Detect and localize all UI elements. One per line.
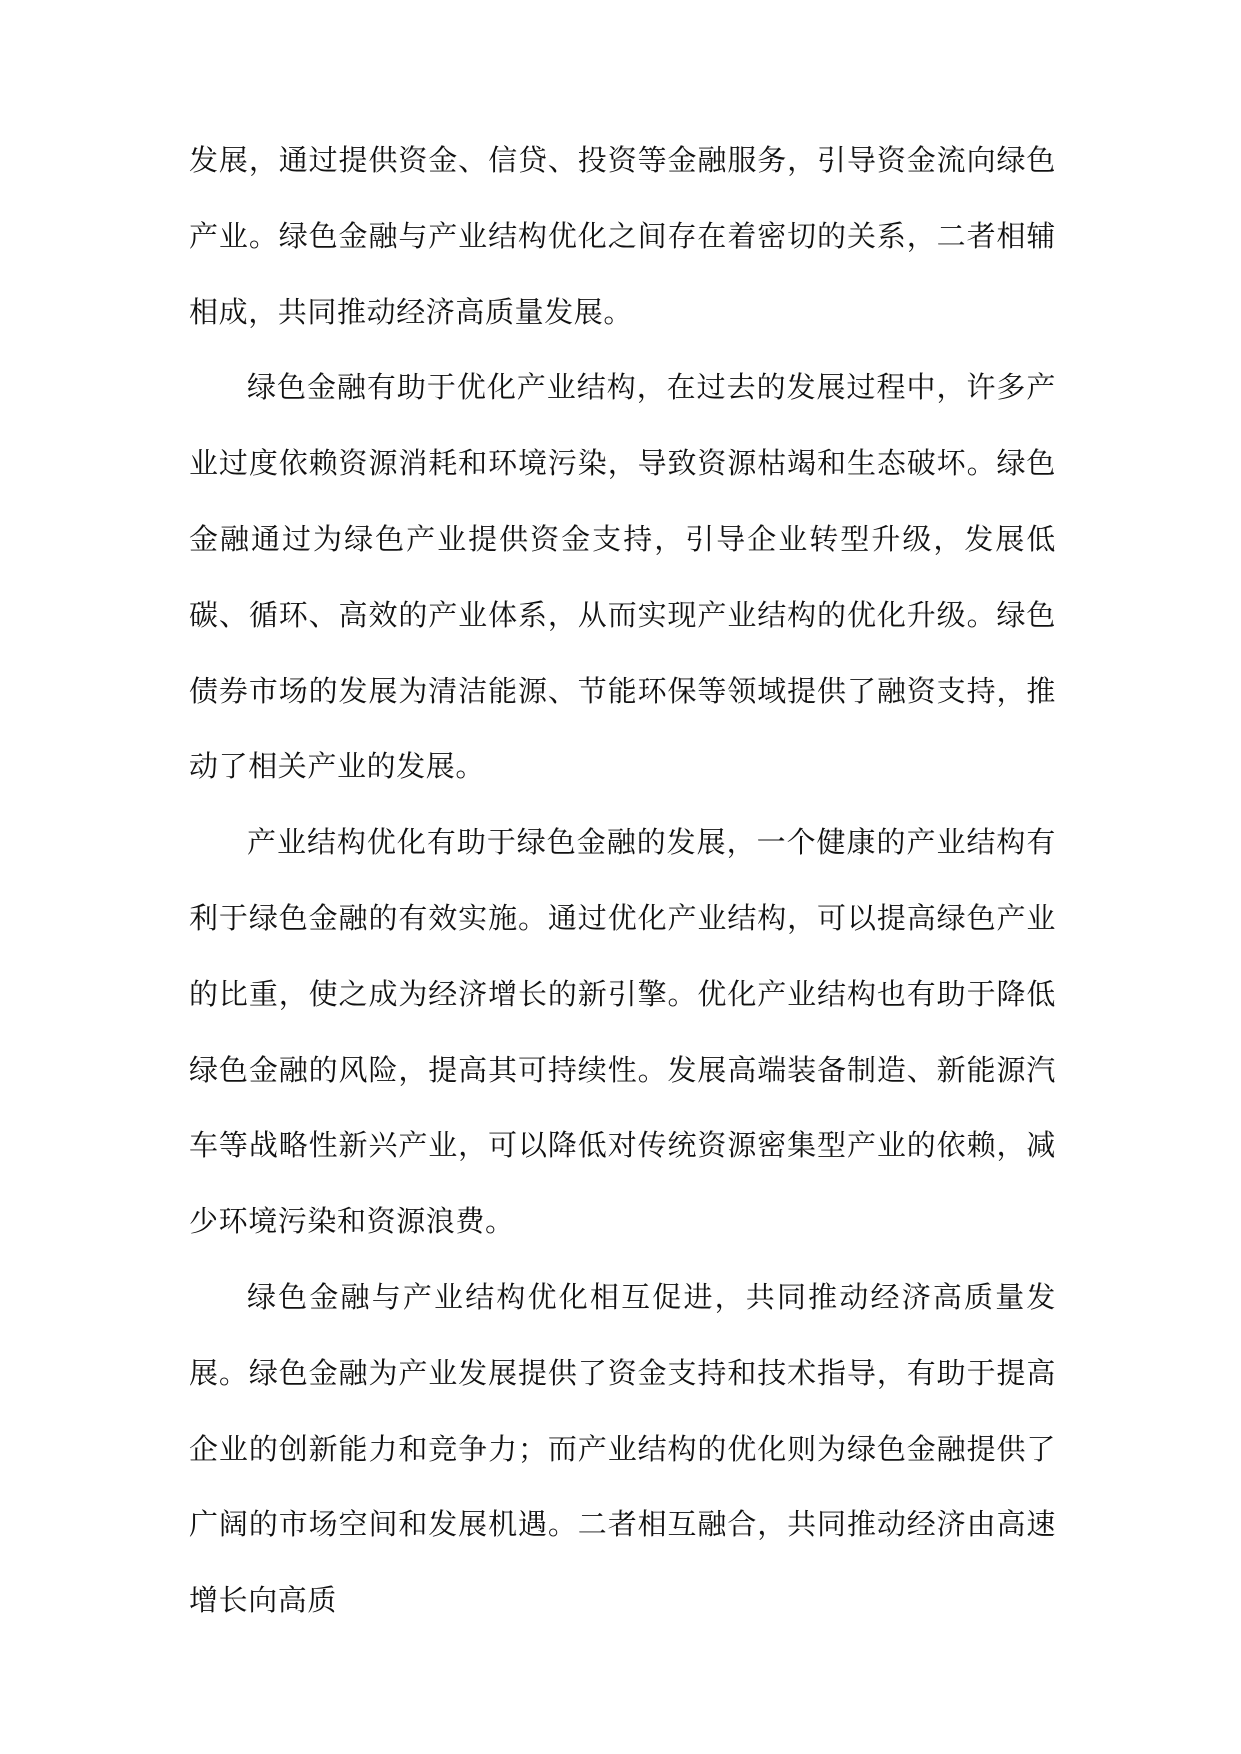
paragraph-3: 产业结构优化有助于绿色金融的发展，一个健康的产业结构有利于绿色金融的有效实施。通过优化产业结构，可以提高绿色产业的比重，使之成为经济增长的新引擎。优化产业结构也有助于降低绿色金融的风险，提高其可持续性。发展高端装备制造、新能源汽车等战略性新兴产业，可以降低对传统资源密集型产业的依赖，减少环境污染和资源浪费。 [189,825,1056,1239]
document-body [189,123,1056,1639]
paragraph-1: 发展，通过提供资金、信贷、投资等金融服务，引导资金流向绿色产业。绿色金融与产业结构优化之间存在着密切的关系，二者相辅相成，共同推动经济高质量发展。 [189,143,1056,329]
paragraph-2: 绿色金融有助于优化产业结构，在过去的发展过程中，许多产业过度依赖资源消耗和环境污染，导致资源枯竭和生态破坏。绿色金融通过为绿色产业提供资金支持，引导企业转型升级，发展低碳、循环、高效的产业体系，从而实现产业结构的优化升级。绿色债券市场的发展为清洁能源、节能环保等领域提供了融资支持，推动了相关产业的发展。 [189,370,1056,784]
paragraph-4: 绿色金融与产业结构优化相互促进，共同推动经济高质量发展。绿色金融为产业发展提供了资金支持和技术指导，有助于提高企业的创新能力和竞争力；而产业结构的优化则为绿色金融提供了广阔的市场空间和发展机遇。二者相互融合，共同推动经济由高速增长向高质 [189,1279,1056,1618]
